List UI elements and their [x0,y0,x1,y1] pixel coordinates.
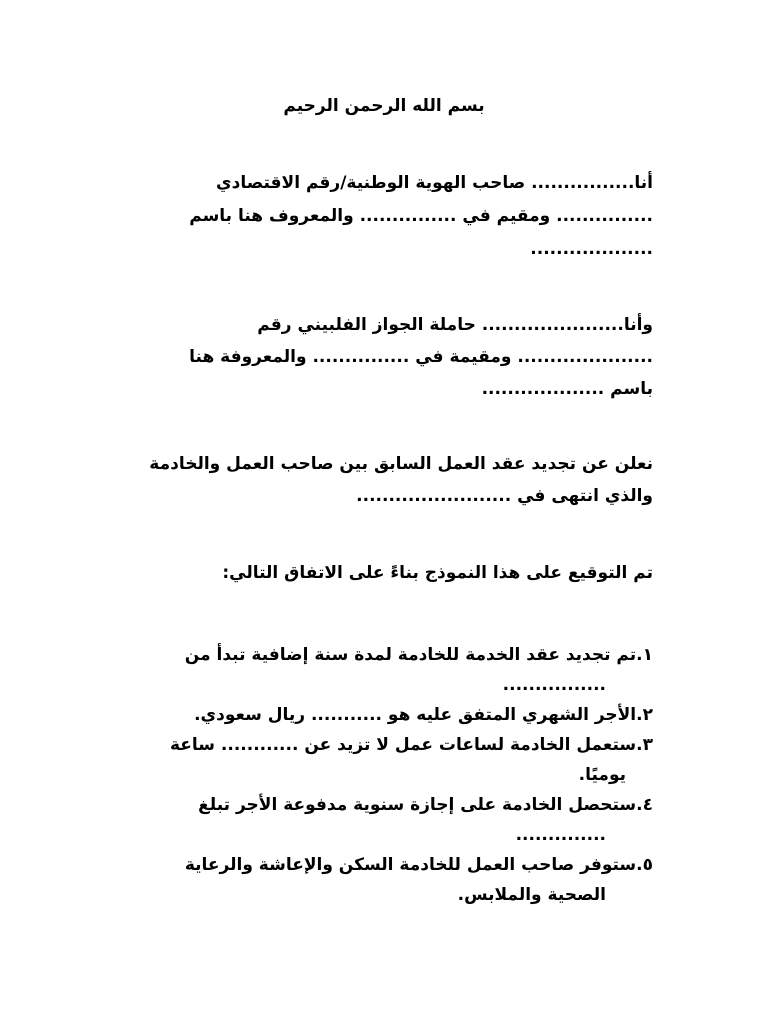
clause-3-line2: يوميًا. [578,765,626,785]
party2-line1: وأنا...................... حاملة الجواز الفلبيني رقم [257,315,653,335]
clause-2-line1 [194,704,653,726]
clause-1-line2: ................ [502,675,606,695]
clause-5-line2: الصحية والملابس. [457,885,606,905]
clause-3-number: ٣. [636,735,653,755]
clause-5-line1 [185,854,653,876]
agreement-intro: تم التوقيع على هذا النموذج بناءً على الاتفاق التالي: [222,563,653,583]
clause-3-line1 [170,734,653,756]
basmala-heading: بسم الله الرحمن الرحيم [283,96,485,116]
party2-line2: ..................... ومقيمة في ............... والمعروفة هنا [189,347,653,367]
party1-line1: أنا................ صاحب الهوية الوطنية/رقم الاقتصادي [216,173,653,193]
clause-5-number: ٥. [636,855,653,875]
clause-4-number: ٤. [636,795,653,815]
party2-line3: باسم ................... [481,379,653,399]
declaration-line1: نعلن عن تجديد عقد العمل السابق بين صاحب العمل والخادمة [149,454,653,474]
clause-1-line1 [185,644,653,666]
clause-2-number: ٢. [636,705,653,725]
clause-1-text: تم تجديد عقد الخدمة للخادمة لمدة سنة إضافية تبدأ من [184,645,637,665]
clause-2-text: الأجر الشهري المتفق عليه هو ........... ريال سعودي. [194,705,637,725]
party1-line3: ................... [530,239,653,259]
clause-4-line1 [198,794,653,816]
clause-4-line2: .............. [515,825,606,845]
clause-1-number: ١. [636,645,653,665]
clause-3-text: ستعمل الخادمة لساعات عمل لا تزيد عن ............ ساعة [169,735,637,755]
clause-5-text: ستوفر صاحب العمل للخادمة السكن والإعاشة والرعاية [184,855,637,875]
clause-4-text: ستحصل الخادمة على إجازة سنوية مدفوعة الأجر تبلغ [198,795,637,815]
declaration-line2: والذي انتهى في ........................ [356,486,653,506]
party1-line2: ............... ومقيم في ............... والمعروف هنا باسم [189,206,653,226]
